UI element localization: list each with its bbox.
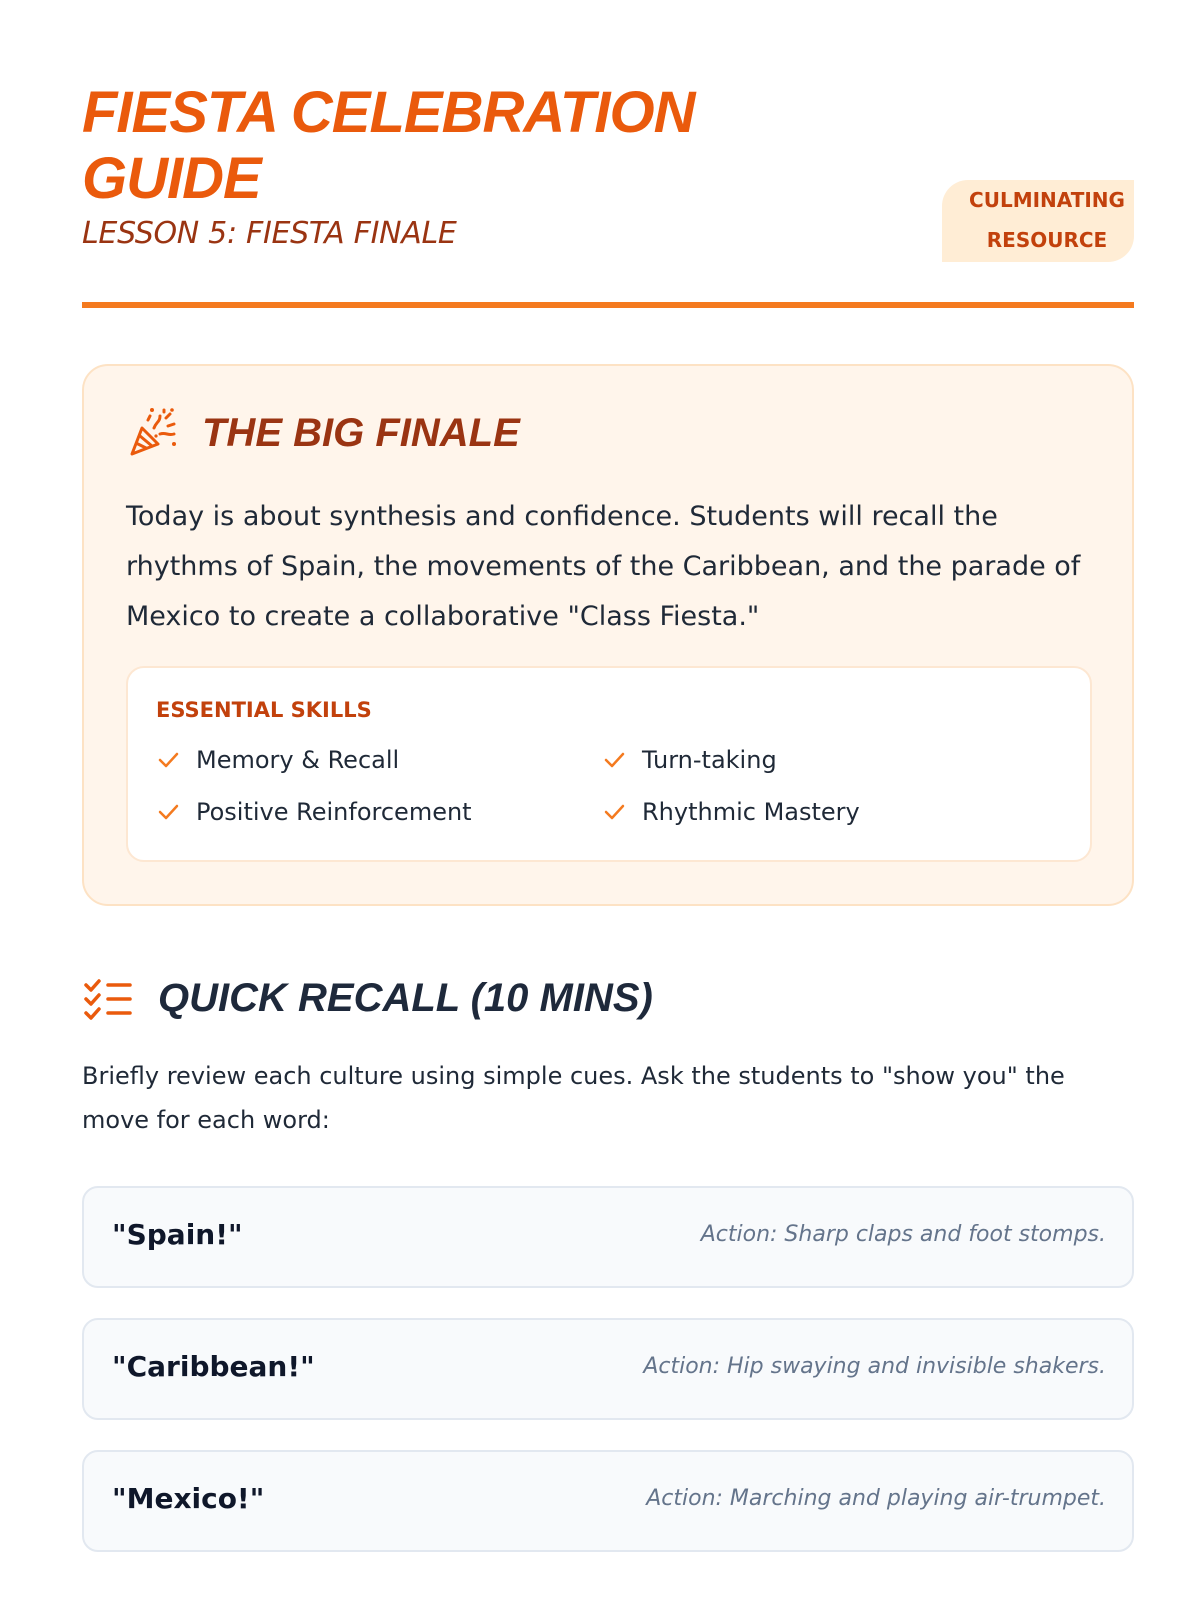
skill-item	[156, 798, 472, 826]
cue-word: "Caribbean!"	[112, 1350, 315, 1383]
cue-word: "Mexico!"	[112, 1482, 265, 1515]
recall-cue-card	[82, 1186, 1134, 1288]
resource-badge	[942, 180, 1134, 262]
badge-line-1: CULMINATING	[969, 188, 1125, 212]
skill-label: Rhythmic Mastery	[642, 798, 860, 826]
check-icon	[602, 748, 626, 772]
finale-heading	[126, 406, 520, 460]
badge-line-2: RESOURCE	[986, 228, 1108, 252]
skill-item	[602, 798, 860, 826]
cue-action: Action: Sharp claps and foot stomps.	[700, 1222, 1106, 1247]
finale-description: Today is about synthesis and confidence. Students will recall the rhythms of Spain, the movements of the Caribbean, and the parade of Mexico to create a collaborative "Class Fiesta."	[126, 501, 1081, 632]
check-icon	[156, 800, 180, 824]
skill-label: Positive Reinforcement	[196, 798, 472, 826]
party-popper-icon	[126, 406, 180, 460]
check-icon	[156, 748, 180, 772]
cue-action: Action: Hip swaying and invisible shakers.	[643, 1354, 1106, 1379]
skill-label: Memory & Recall	[196, 746, 400, 774]
recall-cue-card	[82, 1450, 1134, 1552]
essential-skills-box	[126, 666, 1092, 862]
page-title: FIESTA CELEBRATION GUIDE	[82, 80, 695, 211]
document-header	[82, 80, 1134, 310]
skills-label: ESSENTIAL SKILLS	[156, 698, 372, 722]
skill-label: Turn-taking	[642, 746, 777, 774]
recall-cue-card	[82, 1318, 1134, 1420]
finale-title: THE BIG FINALE	[202, 410, 520, 455]
skill-item	[156, 746, 399, 774]
check-icon	[602, 800, 626, 824]
lesson-subtitle: LESSON 5: FIESTA FINALE	[82, 216, 457, 251]
cue-word: "Spain!"	[112, 1218, 243, 1251]
checklist-icon	[82, 977, 134, 1021]
big-finale-card	[82, 364, 1134, 906]
recall-instructions: Briefly review each culture using simple cues. Ask the students to "show you" the move for each word:	[82, 1062, 1065, 1134]
recall-title: QUICK RECALL (10 MINS)	[158, 976, 653, 1020]
header-divider	[82, 302, 1134, 308]
skill-item	[602, 746, 777, 774]
cue-action: Action: Marching and playing air-trumpet.	[646, 1486, 1106, 1511]
recall-heading	[82, 976, 653, 1021]
